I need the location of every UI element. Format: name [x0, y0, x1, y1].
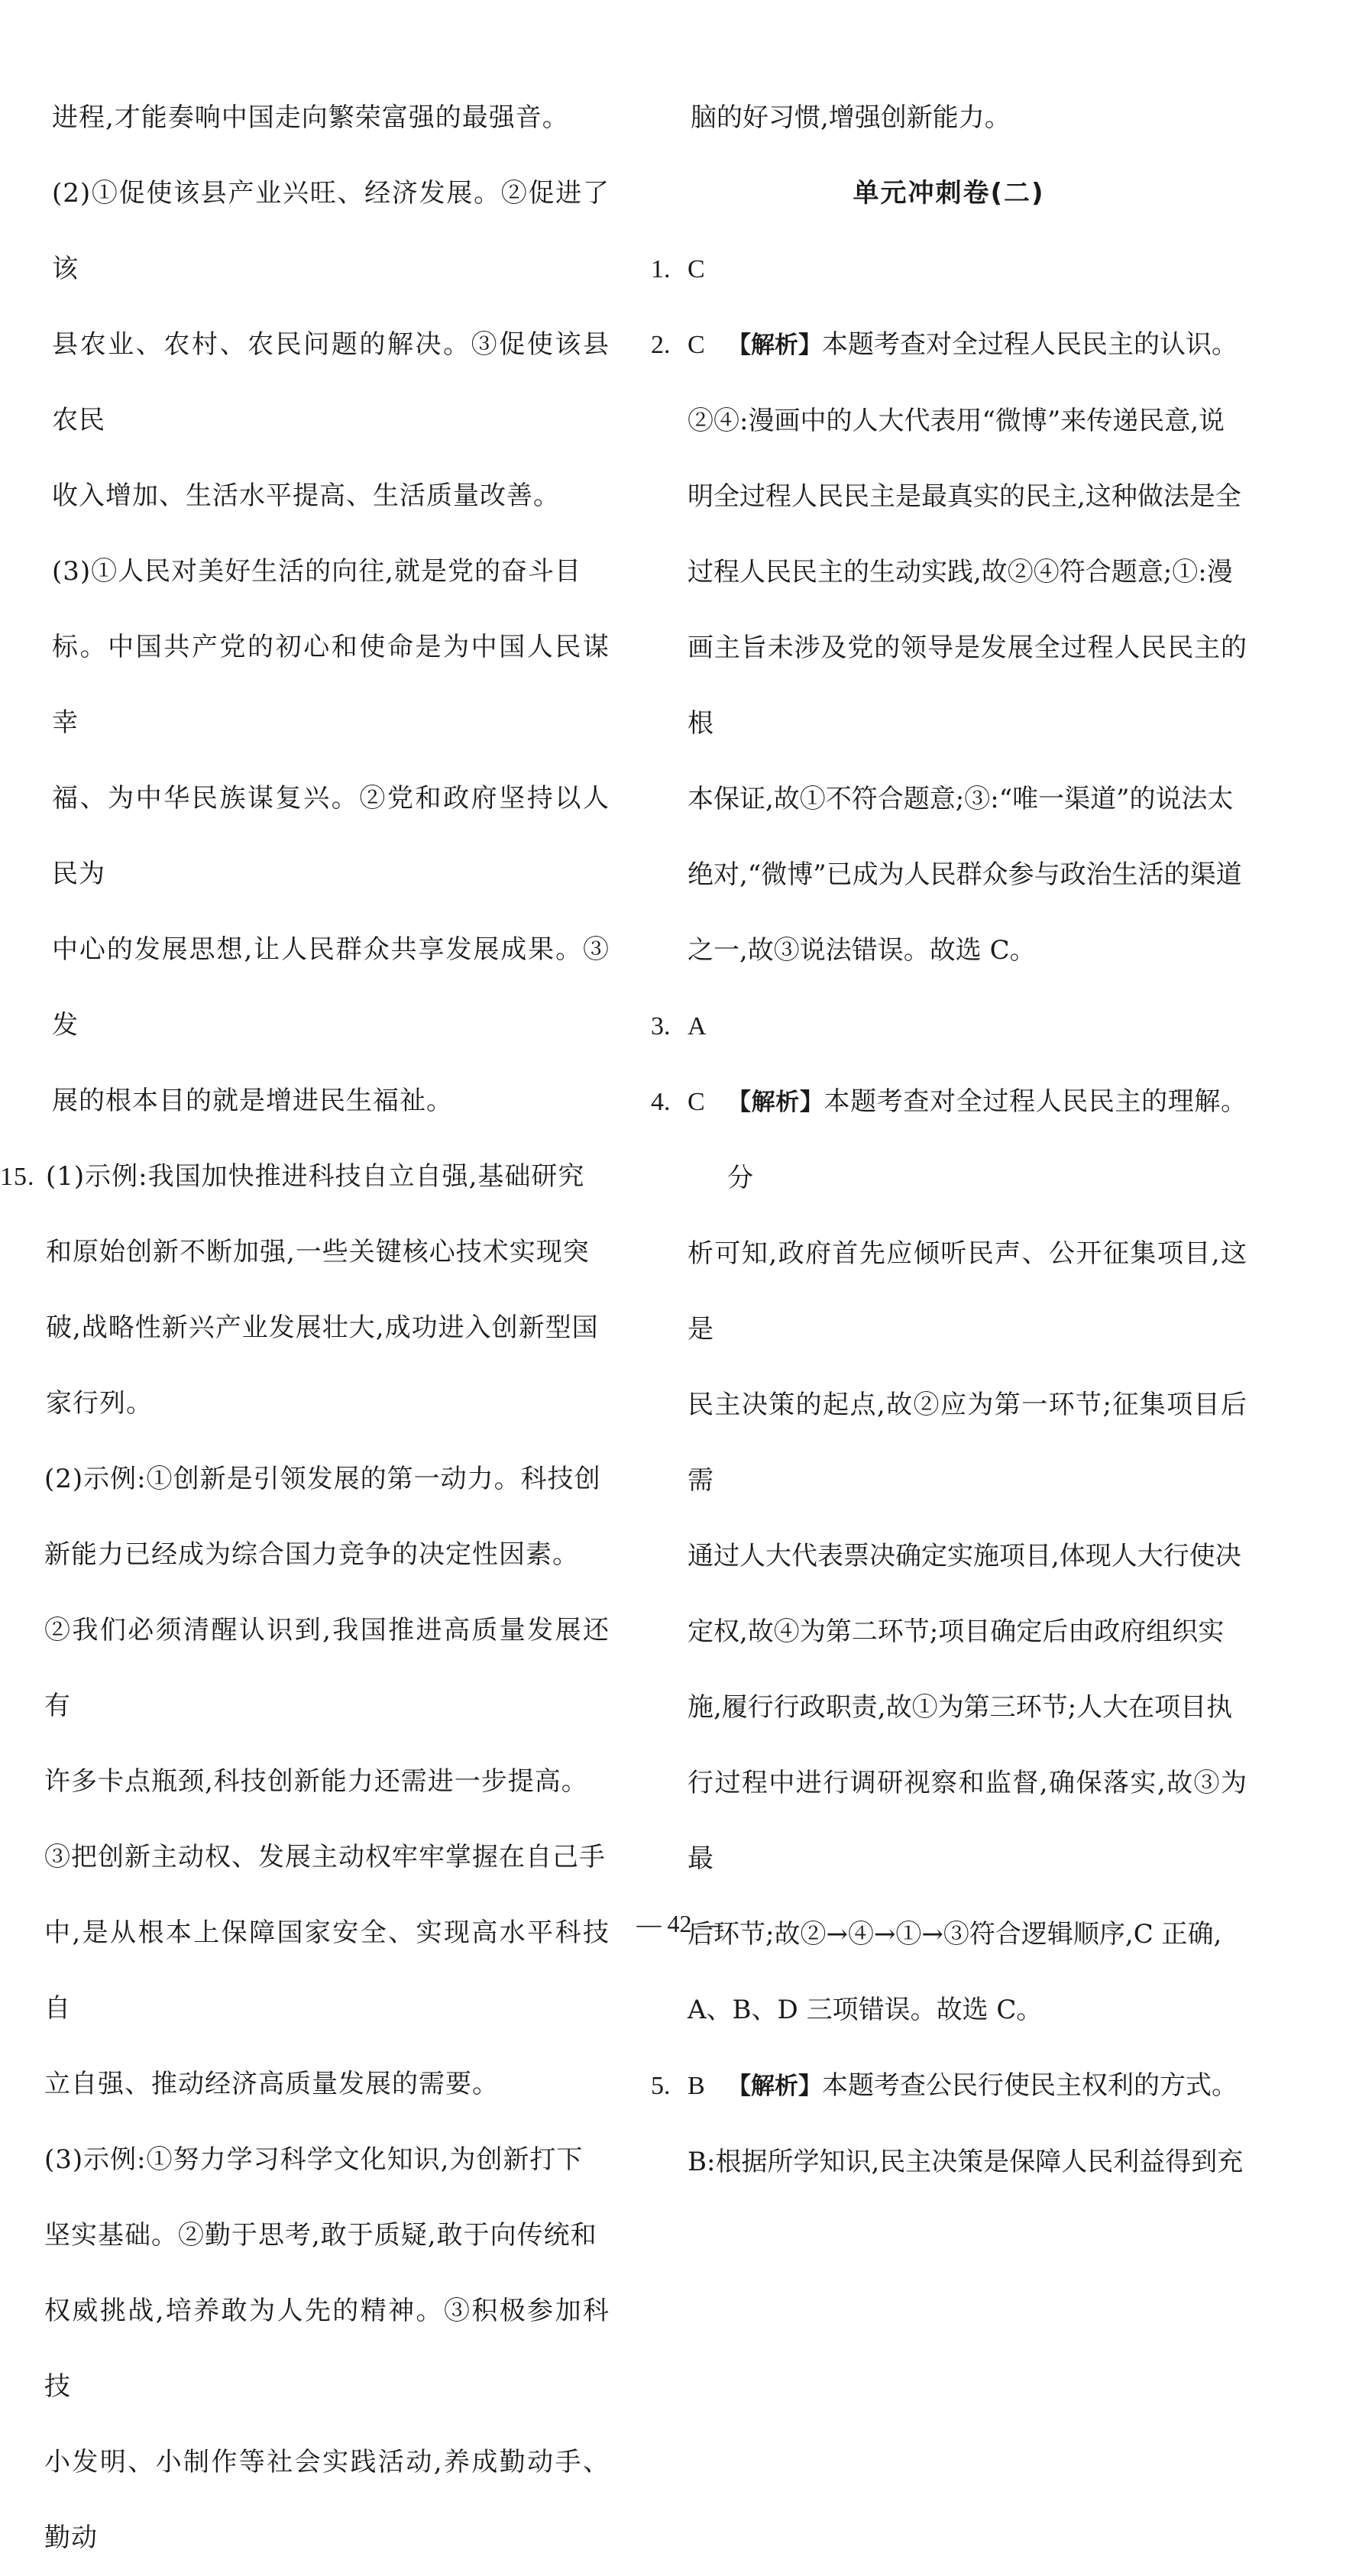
text-line: 许多卡点瓶颈,科技创新能力还需进一步提高。	[44, 1766, 588, 1797]
text-line: 和原始创新不断加强,一些关键核心技术实现突	[46, 1237, 590, 1267]
text-line: 行过程中进行调研视察和监督,确保落实,故③为最	[688, 1768, 1247, 1874]
text-line: 展的根本目的就是增进民生福祉。	[52, 1086, 453, 1116]
text-line: 后环节;故②→④→①→③符合逻辑顺序,C 正确,	[688, 1919, 1222, 1950]
text-line: 标。中国共产党的初心和使命是为中国人民谋幸	[52, 632, 610, 738]
answer-number: 3.	[651, 1012, 671, 1040]
answer-number: 1.	[651, 255, 671, 283]
question-number: 15.	[0, 1163, 35, 1191]
text-line: 之一,故③说法错误。故选 C。	[688, 935, 1036, 966]
analysis-tag: 【解析】	[727, 1089, 824, 1116]
text-line: (3)①人民对美好生活的向往,就是党的奋斗目	[52, 556, 581, 587]
text-line: ②④:漫画中的人大代表用“微博”来传递民意,说	[688, 406, 1225, 436]
text-line: 立自强、推动经济高质量发展的需要。	[44, 2069, 499, 2099]
left-column	[0, 80, 610, 2576]
text-line: 破,战略性新兴产业发展壮大,成功进入创新型国	[46, 1312, 599, 1343]
text-line: 中心的发展思想,让人民群众共享发展成果。③发	[52, 934, 610, 1040]
text-line: 通过人大代表票决确定实施项目,体现人大行使决	[688, 1541, 1241, 1571]
text-line: 绝对,“微博”已成为人民群众参与政治生活的渠道	[688, 859, 1242, 890]
text-line: 进程,才能奏响中国走向繁荣富强的最强音。	[52, 102, 569, 133]
answer-number: 4.	[651, 1088, 671, 1116]
right-column	[651, 80, 1247, 2200]
q15-part3-tail: 脑的好习惯,增强创新能力。	[691, 102, 1011, 133]
text-line: 家行列。	[46, 1388, 153, 1419]
text-line: 福、为中华民族谋复兴。②党和政府坚持以人民为	[52, 783, 610, 889]
q15-part3	[44, 2122, 610, 2576]
q15-part2	[44, 1442, 610, 2122]
text-line: (3)示例:①努力学习科学文化知识,为创新打下	[44, 2144, 584, 2175]
text-line: 画主旨未涉及党的领导是发展全过程人民民主的根	[688, 633, 1247, 739]
answer-choice: C	[688, 331, 705, 359]
text-line: 收入增加、生活水平提高、生活质量改善。	[52, 481, 560, 511]
text-line: 施,履行行政职责,故①为第三环节;人大在项目执	[688, 1692, 1233, 1723]
q14-part3	[44, 534, 610, 1139]
text-line: 过程人民民主的生动实践,故②④符合题意;①:漫	[688, 557, 1233, 587]
text-line: 中,是从根本上保障国家安全、实现高水平科技自	[44, 1917, 610, 2024]
analysis-text: 本题考查对全过程人民民主的认识。	[822, 329, 1238, 360]
text-line: 民主决策的起点,故②应为第一环节;征集项目后需	[688, 1390, 1247, 1496]
text-line: 新能力已经成为综合国力竞争的决定性因素。	[44, 1539, 579, 1570]
answer-number: 2.	[651, 331, 671, 359]
section-title: 单元冲刺卷(二)	[853, 178, 1045, 209]
q14-part2	[44, 156, 610, 534]
text-line: (2)示例:①创新是引领发展的第一动力。科技创	[44, 1464, 601, 1494]
answer-number: 5.	[651, 2072, 671, 2100]
answer-item-1	[651, 231, 1247, 307]
text-line: B:根据所学知识,民主决策是保障人民利益得到充	[688, 2147, 1244, 2177]
text-line: 定权,故④为第二环节;项目确定后由政府组织实	[688, 1616, 1225, 1647]
text-line: 本保证,故①不符合题意;③:“唯一渠道”的说法太	[688, 784, 1234, 814]
q15	[0, 1139, 610, 1442]
text-line: ②我们必须清醒认识到,我国推进高质量发展还有	[44, 1615, 610, 1721]
analysis-text: 本题考查对全过程人民民主的理解。分	[727, 1086, 1247, 1193]
text-line: 权威挑战,培养敢为人先的精神。③积极参加科技	[44, 2296, 610, 2402]
answer-choice: C	[688, 1088, 705, 1116]
answer-item-2	[651, 307, 1247, 383]
text-line: 坚实基础。②勤于思考,敢于质疑,敢于向传统和	[44, 2220, 597, 2251]
text-line: (1)示例:我国加快推进科技自立自强,基础研究	[46, 1161, 585, 1192]
q14-tail	[44, 80, 610, 156]
analysis-tag: 【解析】	[727, 332, 822, 359]
analysis-tag: 【解析】	[727, 2073, 822, 2100]
text-line: 析可知,政府首先应倾听民声、公开征集项目,这是	[688, 1238, 1247, 1345]
text-line: 县农业、农村、农民问题的解决。③促使该县农民	[52, 329, 610, 435]
answer-choice: C	[688, 255, 705, 283]
answer-choice: A	[688, 1012, 707, 1040]
answer-item-3	[651, 989, 1247, 1064]
answer-item-5	[651, 2048, 1247, 2125]
text-line: 明全过程人民民主是最真实的民主,这种做法是全	[688, 481, 1241, 512]
text-line: 小发明、小制作等社会实践活动,养成勤动手、勤动	[44, 2447, 610, 2553]
text-line: (2)①促使该县产业兴旺、经济发展。②促进了该	[52, 178, 610, 284]
text-line: ③把创新主动权、发展主动权牢牢掌握在自己手	[44, 1842, 606, 1872]
text-line: A、B、D 三项错误。故选 C。	[688, 1995, 1043, 2025]
q15-part1	[0, 1139, 610, 1442]
answer-item-4	[651, 1064, 1247, 1216]
answer-choice: B	[688, 2072, 705, 2100]
page-number: — 42 —	[636, 1910, 723, 1937]
analysis-text: 本题考查公民行使民主权利的方式。	[822, 2070, 1238, 2101]
